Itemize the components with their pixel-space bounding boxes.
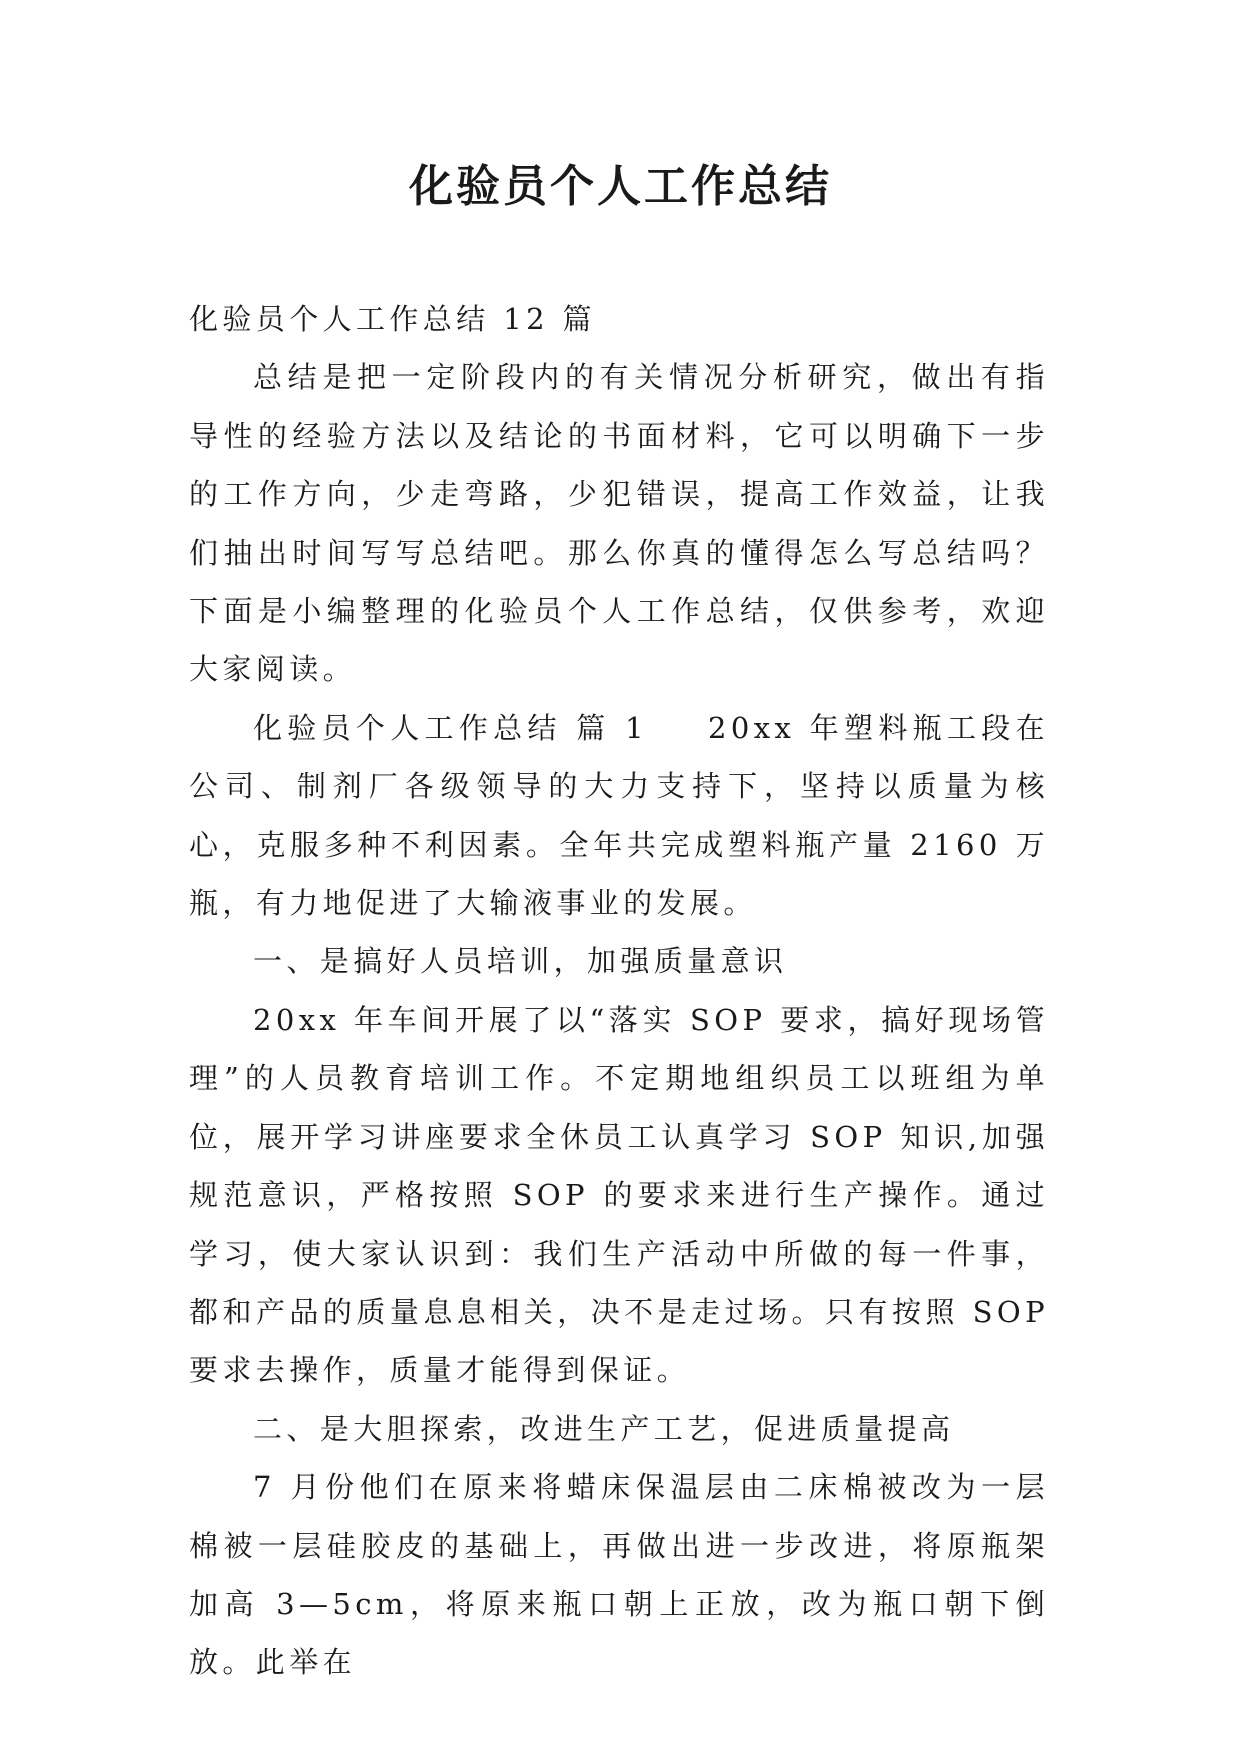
intro-paragraph: 总结是把一定阶段内的有关情况分析研究，做出有指导性的经验方法以及结论的书面材料，它可以明确下一步的工作方向，少走弯路，少犯错误，提高工作效益，让我们抽出时间写写总结吧。那么你真的懂得怎么写总结吗？下面是小编整理的化验员个人工作总结，仅供参考，欢迎大家阅读。 <box>189 360 1049 687</box>
point-1-heading: 一、是搞好人员培训，加强质量意识 <box>253 944 788 979</box>
section-1-text: 20xx 年塑料瓶工段在公司、制剂厂各级领导的大力支持下，坚持以质量为核心，克服多种不利因素。全年共完成塑料瓶产量 2160 万瓶，有力地促进了大输液事业的发展。 <box>189 710 1049 921</box>
section-1-paragraph <box>189 699 1049 933</box>
document-title: 化验员个人工作总结 <box>409 161 832 212</box>
point-2-heading: 二、是大胆探索，改进生产工艺，促进质量提高 <box>253 1411 955 1446</box>
section-1-heading: 化验员个人工作总结 篇 1 <box>253 710 648 745</box>
point-2-paragraph: 7 月份他们在原来将蜡床保温层由二床棉被改为一层棉被一层硅胶皮的基础上，再做出进一步改进，将原瓶架加高 3—5cm，将原来瓶口朝上正放，改为瓶口朝下倒放。此举在 <box>189 1470 1049 1680</box>
document-subtitle: 化验员个人工作总结 12 篇 <box>189 302 596 336</box>
document-body <box>189 290 1049 1692</box>
point-1-paragraph: 20xx 年车间开展了以“落实 SOP 要求，搞好现场管理”的人员教育培训工作。不定期地组织员工以班组为单位，展开学习讲座要求全休员工认真学习 SOP 知识,加强规范意识，严格按照 SOP 的要求来进行生产操作。通过学习，使大家认识到：我们生产活动中所做的每一件事，都和产品的质量息息相关，决不是走过场。只有按照 SOP 要求去操作，质量才能得到保证。 <box>189 1002 1049 1388</box>
